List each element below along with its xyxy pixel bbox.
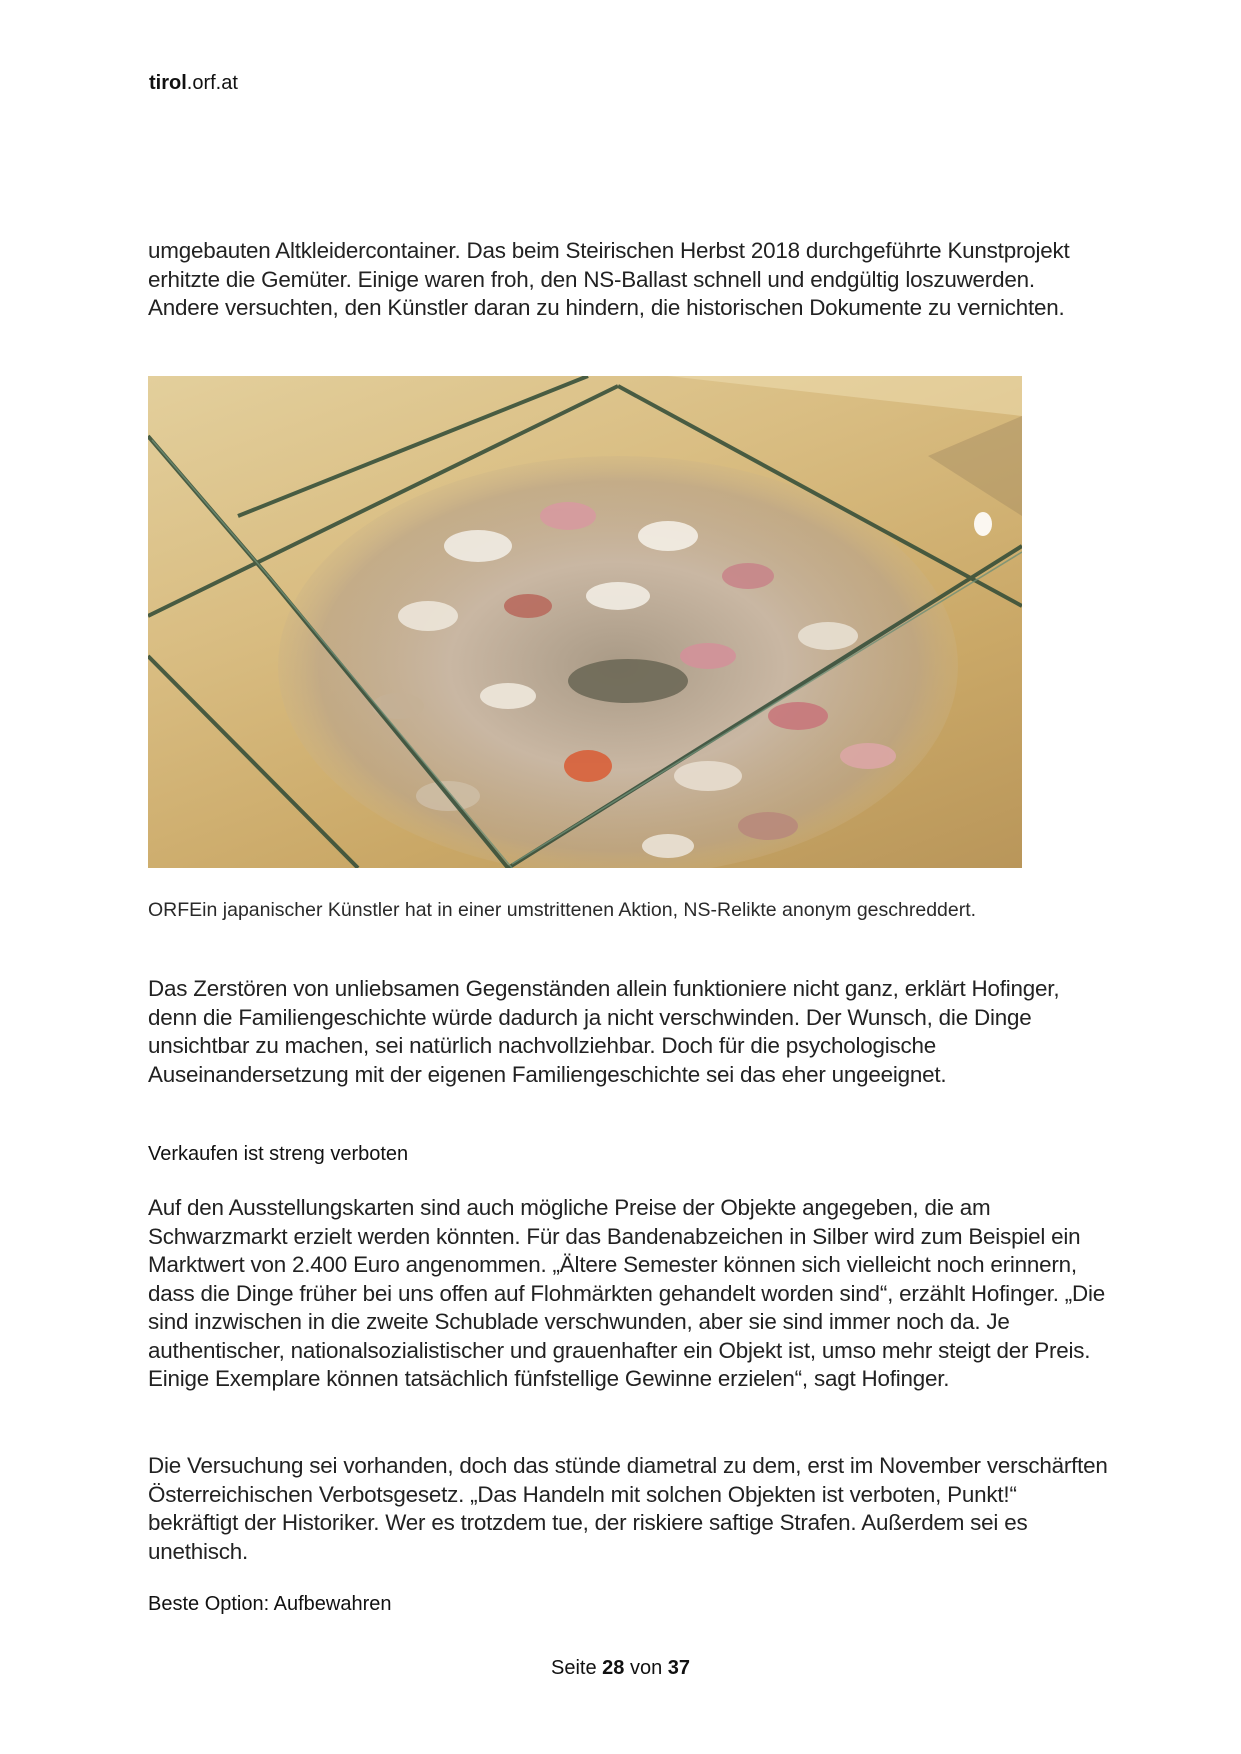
article-photo: [148, 376, 1022, 868]
page-separator: von: [629, 1657, 663, 1679]
article-paragraph: Auf den Ausstellungskarten sind auch mögliche Preise der Objekte angegeben, die am Schwarzmarkt erzielt werden könnten. Für das Bandenabzeichen in Silber wird zum Beispiel ein Marktwert von 2.400 Euro angenommen. „Ältere Semester können sich vielleicht noch erinnern, dass die Dinge früher bei uns offen auf Flohmärkten gehandelt worden sind“, erzählt Hofinger. „Die sind inzwischen in die zweite Schublade verschwunden, aber sie sind immer noch da. Je authentischer, nationalsozialistischer und grauenhafter ein Objekt ist, umso mehr steigt der Preis. Einige Exemplare können tatsächlich fünfstellige Gewinne erzielen“, sagt Hofinger.: [148, 1195, 1106, 1391]
site-name-bold: tirol: [149, 72, 187, 94]
article-paragraph: Die Versuchung sei vorhanden, doch das stünde diametral zu dem, erst im November verschärften Österreichischen Verbotsgesetz. „Das Handeln mit solchen Objekten ist verboten, Punkt!“ bekräftigt der Historiker. Wer es trotzdem tue, der riskiere saftige Strafen. Außerdem sei es unethisch.: [148, 1453, 1108, 1564]
site-header: [149, 72, 238, 95]
article-paragraph: Das Zerstören von unliebsamen Gegenständen allein funktioniere nicht ganz, erklärt Hofinger, denn die Familiengeschichte würde dadurch ja nicht verschwinden. Der Wunsch, die Dinge unsichtbar zu machen, sei natürlich nachvollziehbar. Doch für die psychologische Auseinandersetzung mit der eigenen Familiengeschichte sei das eher ungeeignet.: [148, 976, 1060, 1087]
shredded-documents-glass-case-image: [148, 376, 1022, 868]
total-pages-number: 37: [667, 1657, 691, 1679]
section-subheading: Beste Option: Aufbewahren: [148, 1593, 392, 1615]
page-label: Seite: [550, 1657, 597, 1679]
current-page-number: 28: [602, 1657, 625, 1679]
section-subheading: Verkaufen ist streng verboten: [148, 1143, 409, 1165]
image-caption: ORFEin japanischer Künstler hat in einer umstrittenen Aktion, NS-Relikte anonym geschreddert.: [148, 899, 977, 921]
site-name-domain: .orf.at: [186, 72, 238, 94]
article-paragraph: umgebauten Altkleidercontainer. Das beim Steirischen Herbst 2018 durchgeführte Kunstprojekt erhitzte die Gemüter. Einige waren froh, den NS-Ballast schnell und endgültig loszuwerden. Andere versuchten, den Künstler daran zu hindern, die historischen Dokumente zu vernichten.: [148, 238, 1070, 320]
page-footer: [0, 1657, 1241, 1680]
